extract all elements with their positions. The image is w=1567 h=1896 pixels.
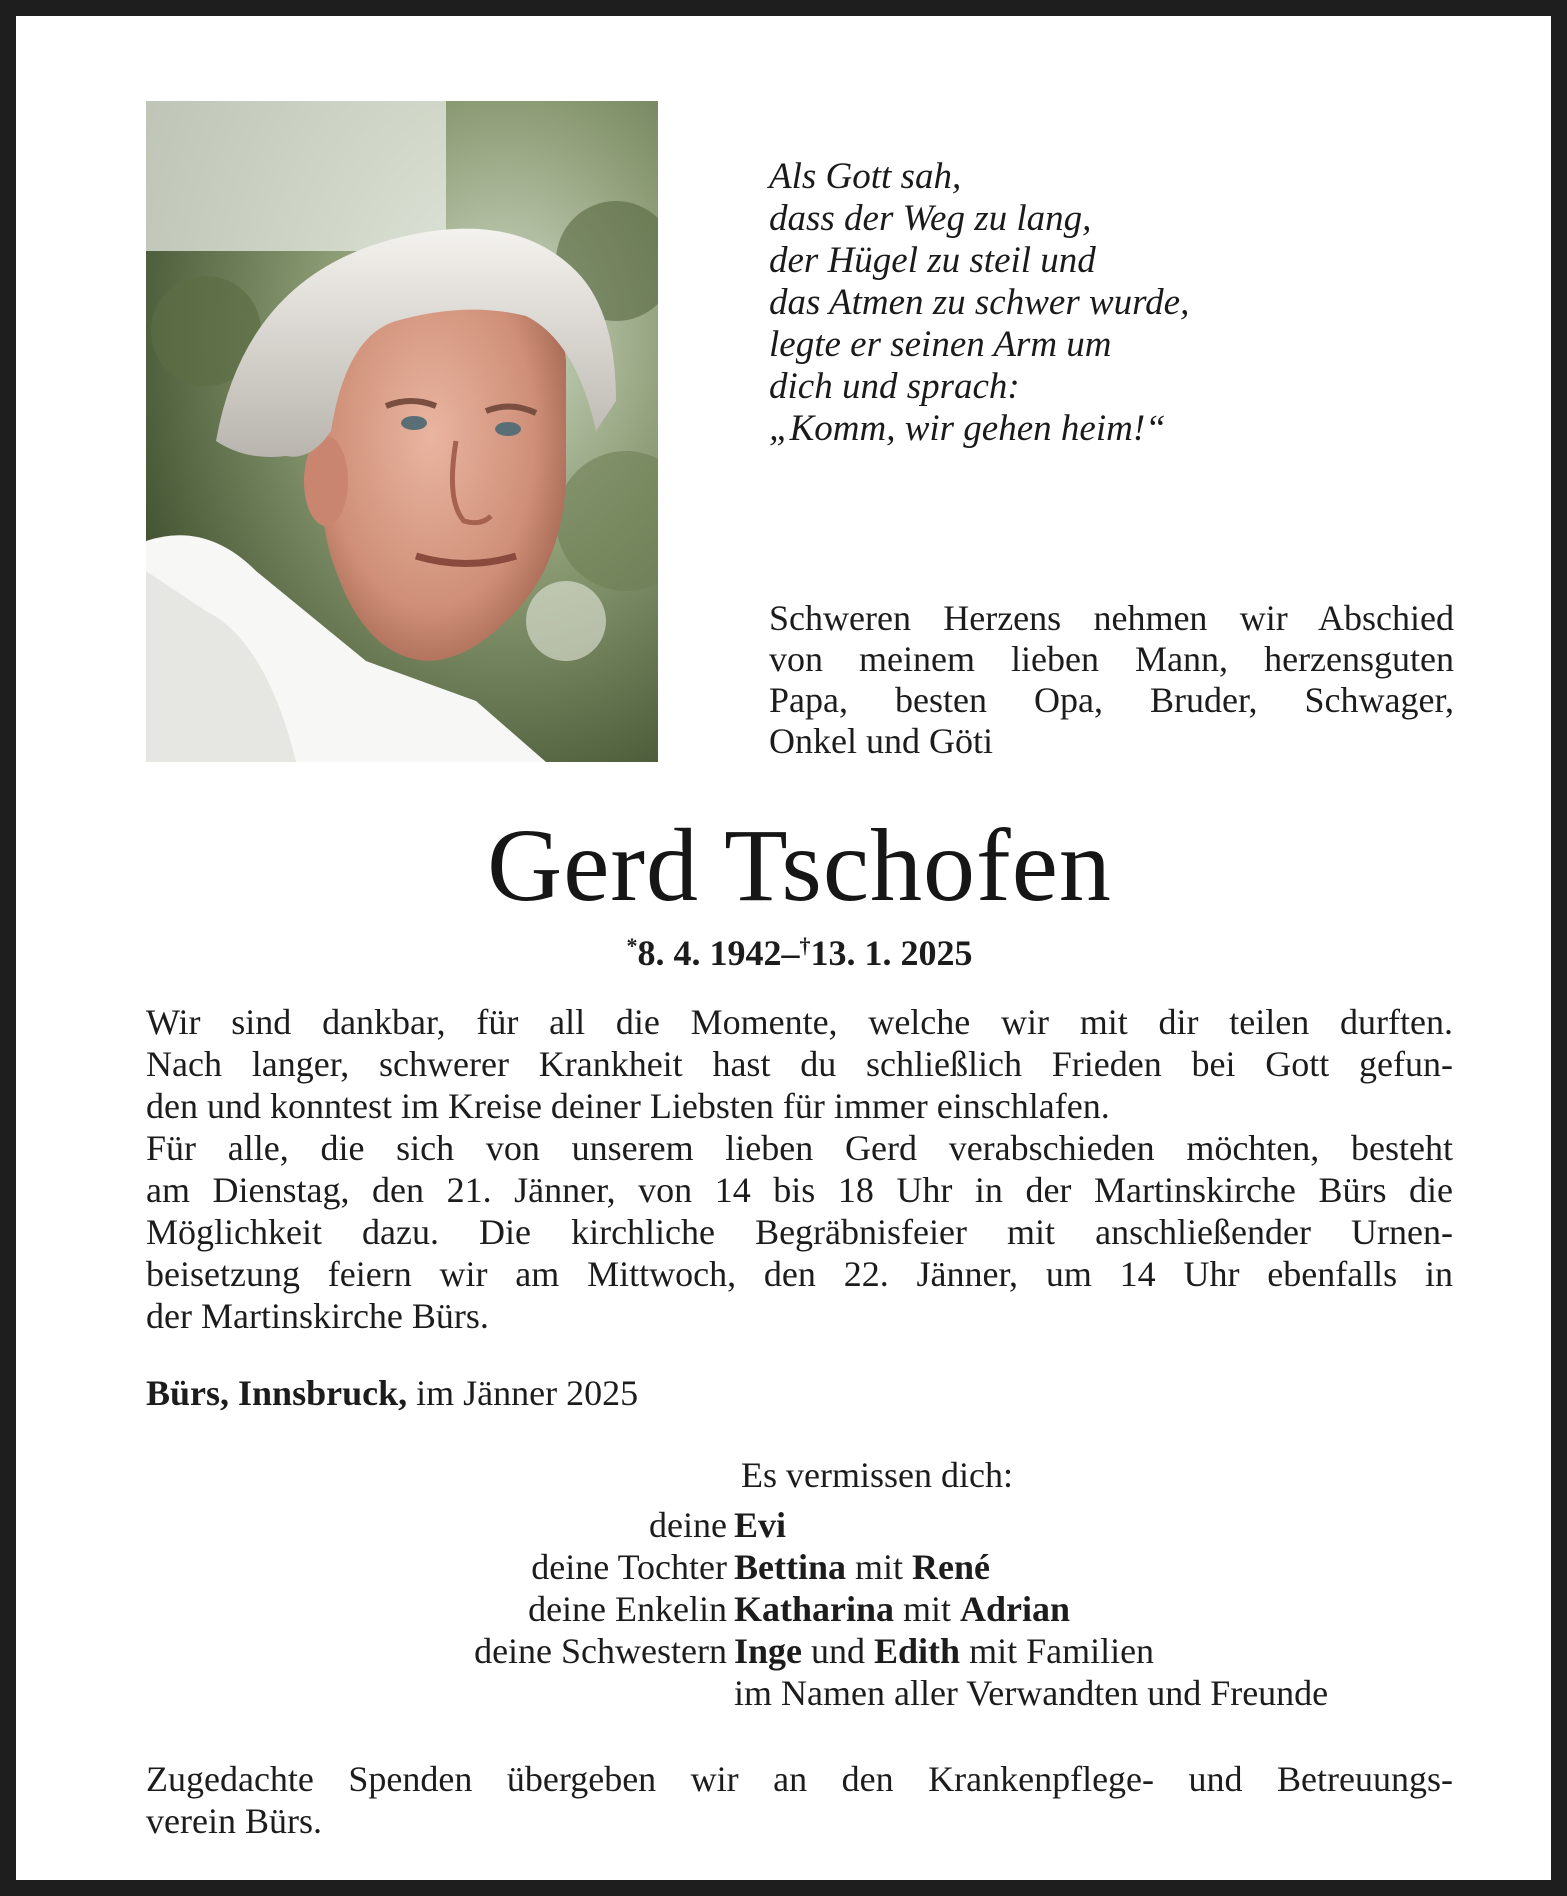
mourner-row: [316, 1588, 1328, 1630]
obituary-body: [146, 1001, 1453, 1337]
mourner-conjunction: und: [802, 1631, 875, 1671]
mourner-row: [316, 1672, 1328, 1714]
donation-line: verein Bürs.: [146, 1801, 322, 1841]
poem-line: das Atmen zu schwer wurde,: [769, 282, 1190, 323]
place-names: Bürs, Innsbruck,: [146, 1373, 408, 1413]
mourner-partner-name: Adrian: [960, 1589, 1071, 1629]
farewell-line: Papa, besten Opa, Bruder, Schwager,: [769, 680, 1454, 720]
body-line: Für alle, die sich von unserem lieben Gerd verabschieden möchten, besteht: [146, 1128, 1453, 1168]
mourner-name: Inge: [734, 1631, 803, 1671]
mourner-relation: deine Tochter: [531, 1547, 727, 1587]
donation-line: Zugedachte Spenden übergeben wir an den Krankenpflege- und Betreuungs-: [146, 1759, 1453, 1799]
body-line: Wir sind dankbar, für all die Momente, welche wir mit dir teilen durften.: [146, 1002, 1453, 1042]
body-line: Nach langer, schwerer Krankheit hast du schließlich Frieden bei Gott gefun-: [146, 1044, 1453, 1084]
mourner-name: Bettina: [734, 1547, 846, 1587]
mourner-relation: deine Enkelin: [528, 1589, 727, 1629]
birth-date: 8. 4. 1942: [637, 933, 782, 973]
mourner-row: [316, 1546, 1328, 1588]
body-line: Möglichkeit dazu. Die kirchliche Begräbnisfeier mit anschließender Urnen-: [146, 1212, 1453, 1252]
poem-line: „Komm, wir gehen heim!“: [769, 408, 1166, 449]
death-symbol: †: [799, 933, 811, 958]
farewell-text: [769, 598, 1454, 762]
farewell-line: von meinem lieben Mann, herzensguten: [769, 639, 1454, 679]
body-line: den und konntest im Kreise deiner Liebsten für immer einschlafen.: [146, 1086, 1110, 1126]
poem-line: Als Gott sah,: [769, 156, 962, 197]
mourner-name: Evi: [734, 1505, 787, 1545]
mourner-conjunction: mit: [846, 1547, 913, 1587]
mourners-closing: im Namen aller Verwandten und Freunde: [734, 1673, 1329, 1713]
birth-symbol: *: [626, 933, 638, 958]
month-year: im Jänner 2025: [407, 1373, 639, 1413]
mourner-relation: deine Schwestern: [474, 1631, 727, 1671]
body-line: am Dienstag, den 21. Jänner, von 14 bis 18 Uhr in der Martinskirche Bürs die: [146, 1170, 1453, 1210]
poem: [769, 156, 1469, 450]
life-dates: [16, 924, 1567, 975]
mourner-partner-name: René: [912, 1547, 990, 1587]
place-date: [146, 1371, 638, 1415]
mourner-conjunction: mit: [894, 1589, 961, 1629]
deceased-name: Gerd Tschofen: [487, 808, 1112, 923]
mourner-suffix: mit Familien: [960, 1631, 1155, 1671]
portrait-illustration: [146, 101, 658, 762]
mourners-heading: Es vermissen dich:: [741, 1455, 1013, 1495]
portrait-photo: [146, 101, 658, 762]
mourner-row: [316, 1504, 1328, 1546]
mourner-row: [316, 1630, 1328, 1672]
death-date: 13. 1. 2025: [810, 933, 973, 973]
mourner-relation: deine: [649, 1505, 727, 1545]
body-line: beisetzung feiern wir am Mittwoch, den 22. Jänner, um 14 Uhr ebenfalls in: [146, 1254, 1453, 1294]
poem-line: dich und sprach:: [769, 366, 1020, 407]
mourners-list: [316, 1504, 1328, 1714]
poem-line: legte er seinen Arm um: [769, 324, 1112, 365]
body-line: der Martinskirche Bürs.: [146, 1296, 489, 1336]
mourner-name: Katharina: [734, 1589, 895, 1629]
farewell-line: Schweren Herzens nehmen wir Abschied: [769, 598, 1454, 638]
donation-note: [146, 1758, 1453, 1842]
date-separator: –: [781, 933, 800, 973]
mourner-partner-name: Edith: [874, 1631, 961, 1671]
farewell-line: Onkel und Göti: [769, 721, 993, 761]
poem-line: der Hügel zu steil und: [769, 240, 1096, 281]
poem-line: dass der Weg zu lang,: [769, 198, 1092, 239]
